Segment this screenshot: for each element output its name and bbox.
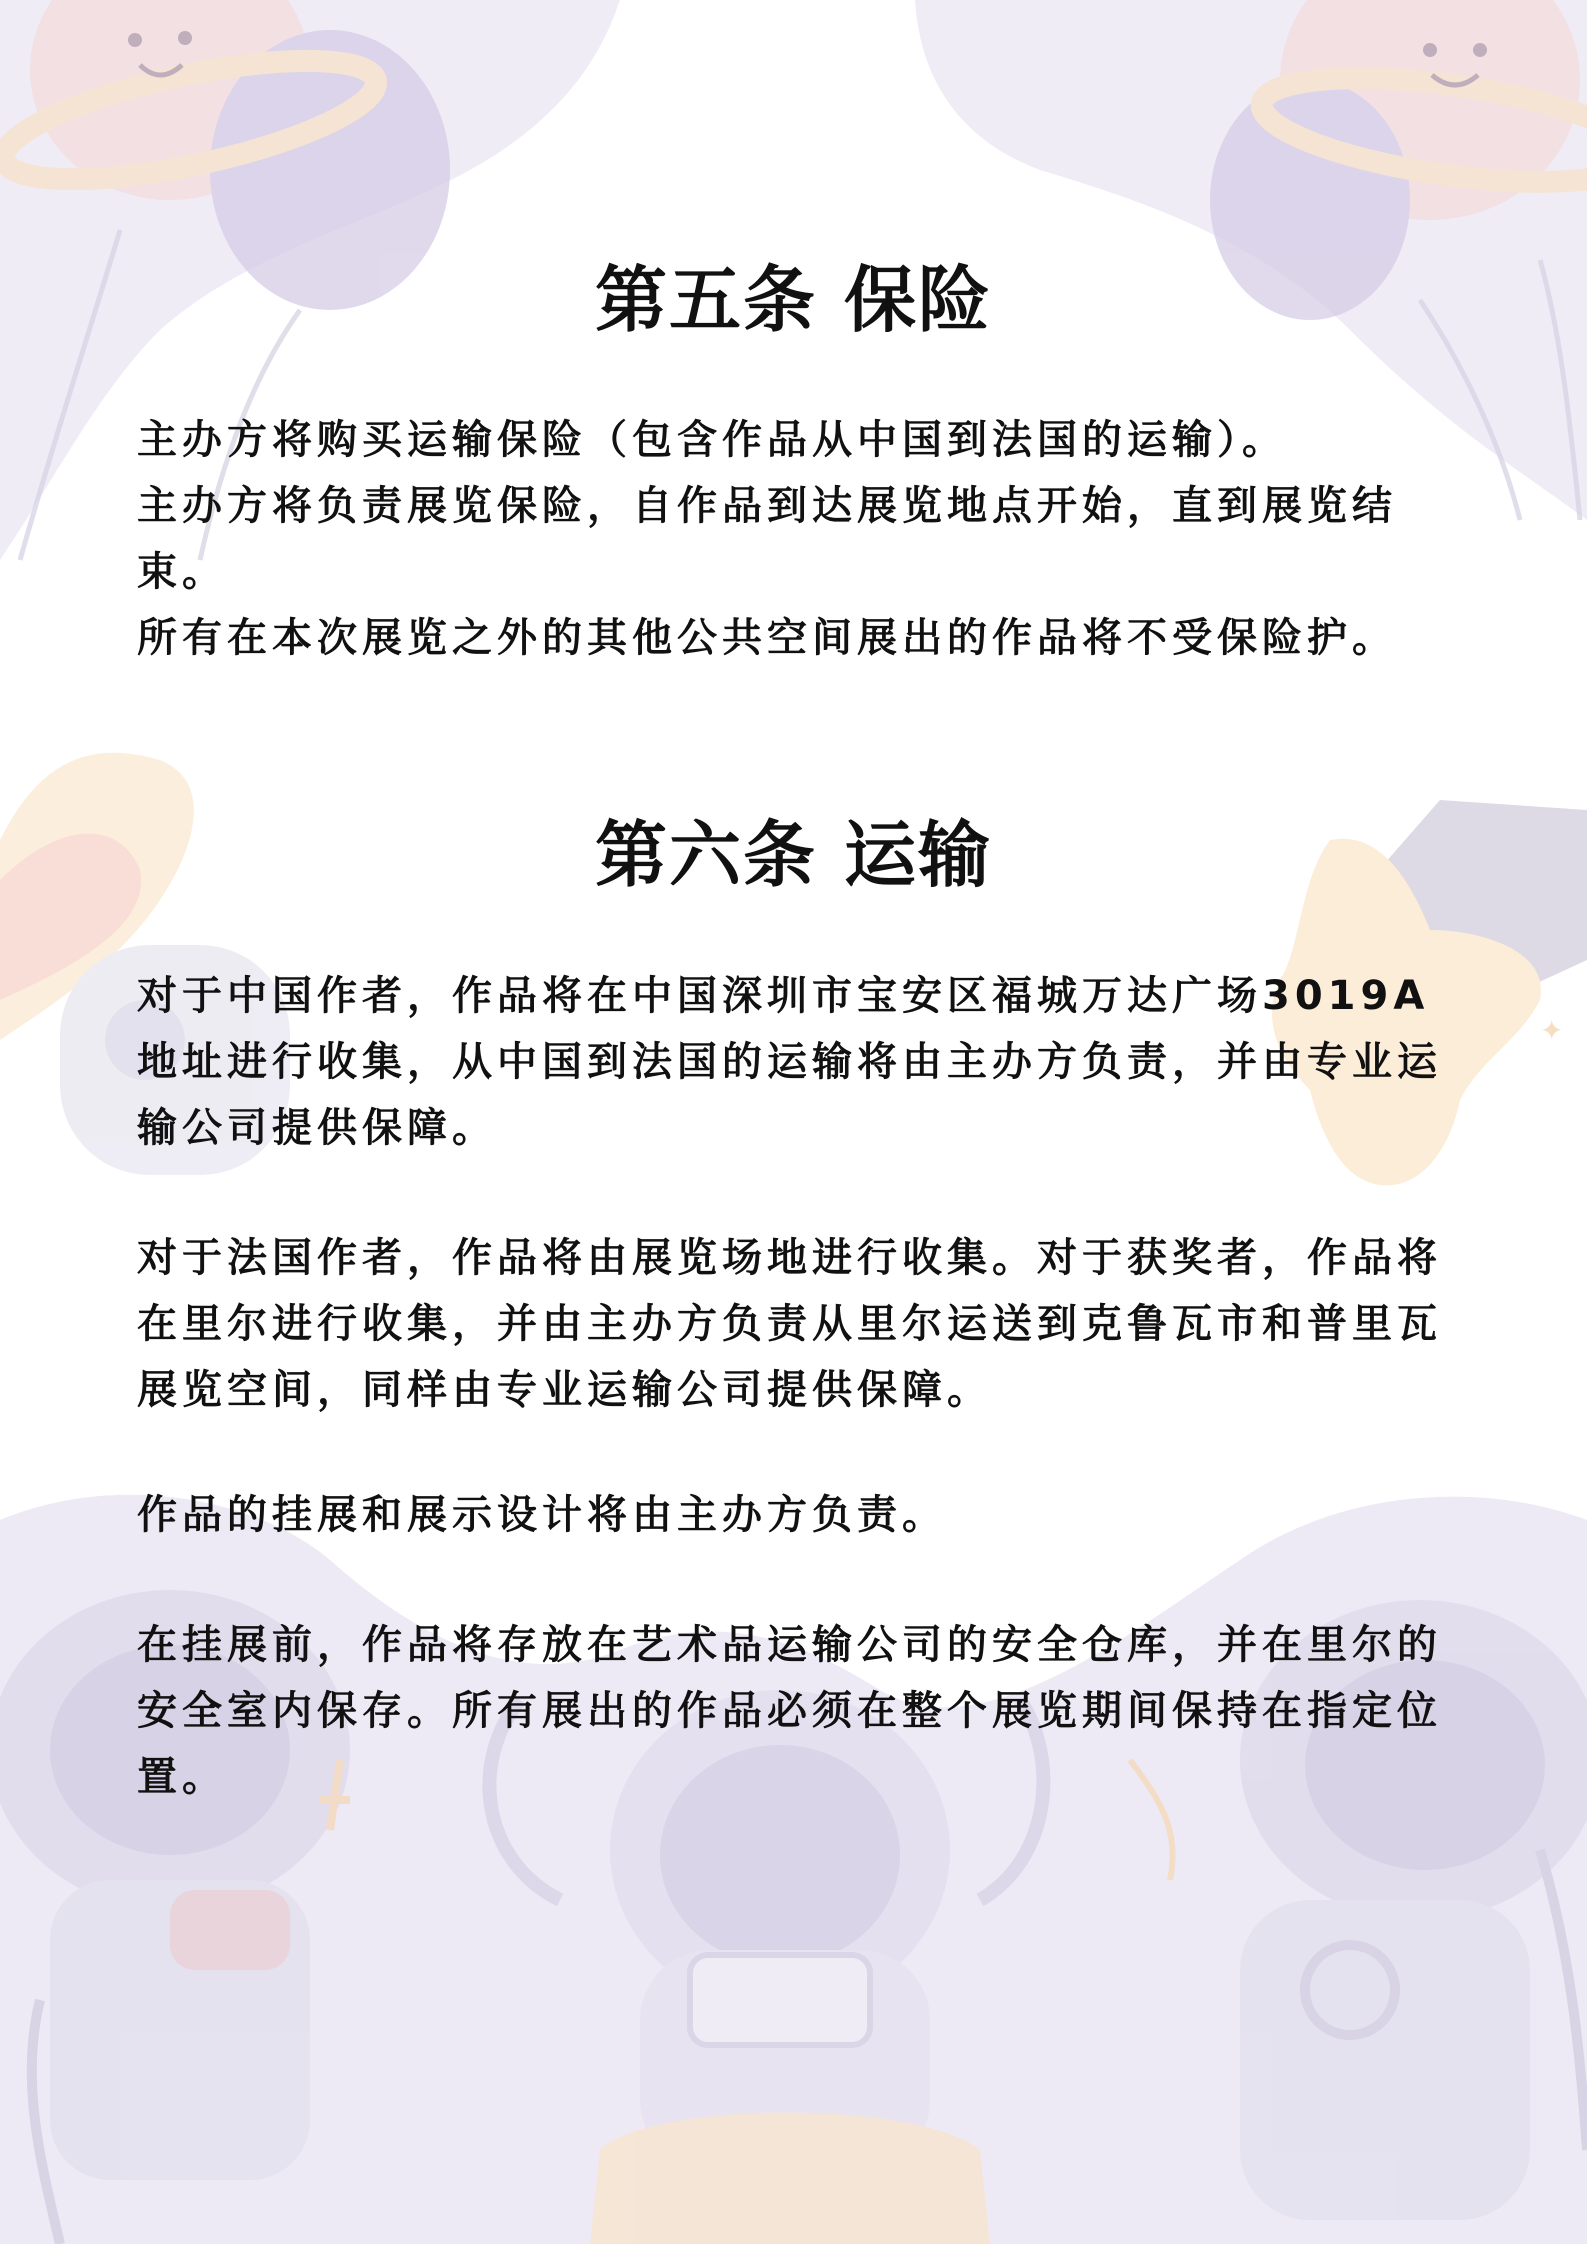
- section-6-title: 第六条 运输: [594, 812, 993, 897]
- section-5-paragraph-2: 主办方将负责展览保险，自作品到达展览地点开始，直到展览结束。: [137, 483, 1397, 595]
- section-6-paragraph-3: 作品的挂展和展示设计将由主办方负责。: [137, 1492, 947, 1538]
- svg-text:✦: ✦: [1540, 1014, 1564, 1047]
- section-5-paragraph-1: 主办方将购买运输保险（包含作品从中国到法国的运输）。: [137, 417, 1287, 463]
- section-5-paragraph-3: 所有在本次展览之外的其他公共空间展出的作品将不受保险护。: [137, 615, 1397, 661]
- section-6-paragraph-2: 对于法国作者，作品将由展览场地进行收集。对于获奖者，作品将在里尔进行收集，并由主办方负责从里尔运送到克鲁瓦市和普里瓦展览空间，同样由专业运输公司提供保障。: [137, 1235, 1442, 1413]
- section-5-title: 第五条 保险: [594, 257, 993, 342]
- section-6-paragraph-4: 在挂展前，作品将存放在艺术品运输公司的安全仓库，并在里尔的安全室内保存。所有展出的作品必须在整个展览期间保持在指定位置。: [137, 1622, 1442, 1800]
- section-6-paragraph-1: 对于中国作者，作品将在中国深圳市宝安区福城万达广场3019A地址进行收集，从中国到法国的运输将由主办方负责，并由专业运输公司提供保障。: [137, 973, 1442, 1151]
